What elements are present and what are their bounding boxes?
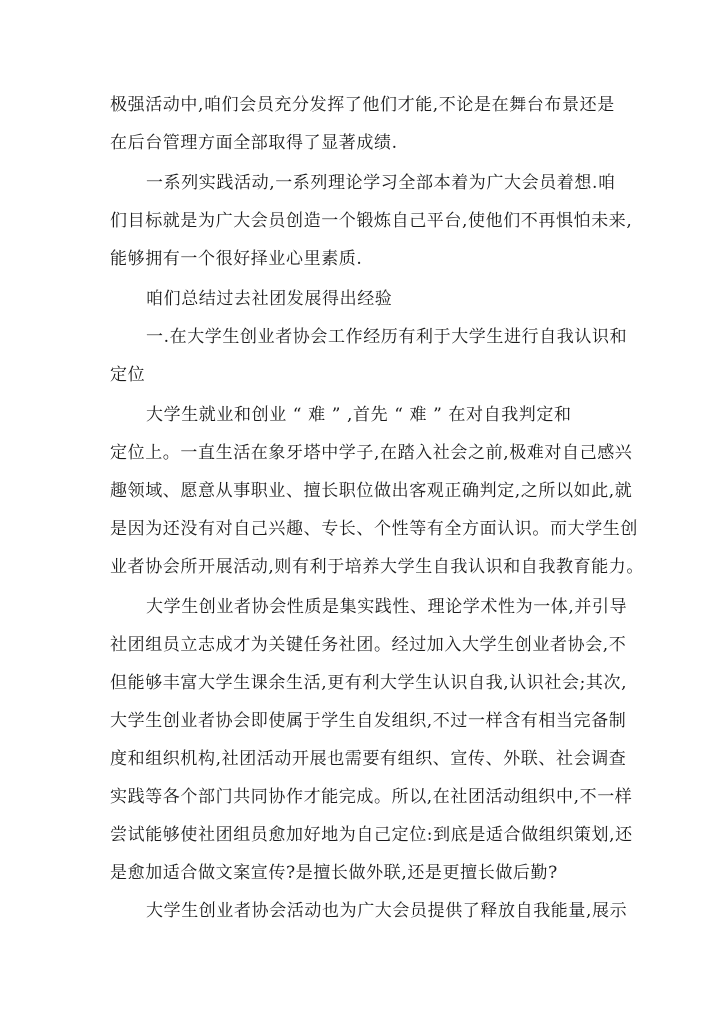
text-line: 能够拥有一个很好择业心里素质. bbox=[110, 249, 363, 269]
section-heading: 咱们总结过去社团发展得出经验 bbox=[146, 289, 393, 309]
text-line: 大学生就业和创业 “ 难 ” ,首先 “ 难 ” 在对自我判定和 bbox=[146, 405, 572, 425]
subsection-heading: 一.在大学生创业者协会工作经历有利于大学生进行自我认识和 bbox=[146, 327, 628, 347]
text-line: 们目标就是为广大会员创造一个锻炼自己平台,使他们不再惧怕未来, bbox=[110, 211, 633, 231]
text-line: 定位上。一直生活在象牙塔中学子,在踏入社会之前,极难对自己感兴 bbox=[110, 443, 633, 463]
text-line: 业者协会所开展活动,则有利于培养大学生自我认识和自我教育能力。 bbox=[110, 557, 645, 577]
text-line: 大学生创业者协会即使属于学生自发组织,不过一样含有相当完备制 bbox=[110, 711, 627, 731]
text-line: 极强活动中,咱们会员充分发挥了他们才能,不论是在舞台布景还是 bbox=[110, 95, 615, 115]
text-line: 大学生创业者协会活动也为广大会员提供了释放自我能量,展示 bbox=[146, 901, 628, 921]
text-line: 但能够丰富大学生课余生活,更有利大学生认识自我,认识社会;其次, bbox=[110, 673, 628, 693]
text-line: 度和组织机构,社团活动开展也需要有组织、宣传、外联、社会调查 bbox=[110, 749, 627, 769]
text-line: 一系列实践活动,一系列理论学习全部本着为广大会员着想.咱 bbox=[146, 173, 616, 193]
text-line: 社团组员立志成才为关键任务社团。经过加入大学生创业者协会,不 bbox=[110, 635, 627, 655]
text-line: 实践等各个部门共同协作才能完成。所以,在社团活动组织中,不一样 bbox=[110, 787, 633, 807]
text-line: 是因为还没有对自己兴趣、专长、个性等有全方面认识。而大学生创 bbox=[110, 519, 638, 539]
text-line: 是愈加适合做文案宣传?是擅长做外联,还是更擅长做后勤? bbox=[110, 863, 558, 883]
text-line: 趣领域、愿意从事职业、擅长职位做出客观正确判定,之所以如此,就 bbox=[110, 481, 633, 501]
text-line: 尝试能够使社团组员愈加好地为自己定位:到底是适合做组织策划,还 bbox=[110, 825, 633, 845]
subsection-heading-cont: 定位 bbox=[110, 365, 146, 385]
text-line: 在后台管理方面全部取得了显著成绩. bbox=[110, 133, 398, 153]
text-line: 大学生创业者协会性质是集实践性、理论学术性为一体,并引导 bbox=[146, 597, 628, 617]
